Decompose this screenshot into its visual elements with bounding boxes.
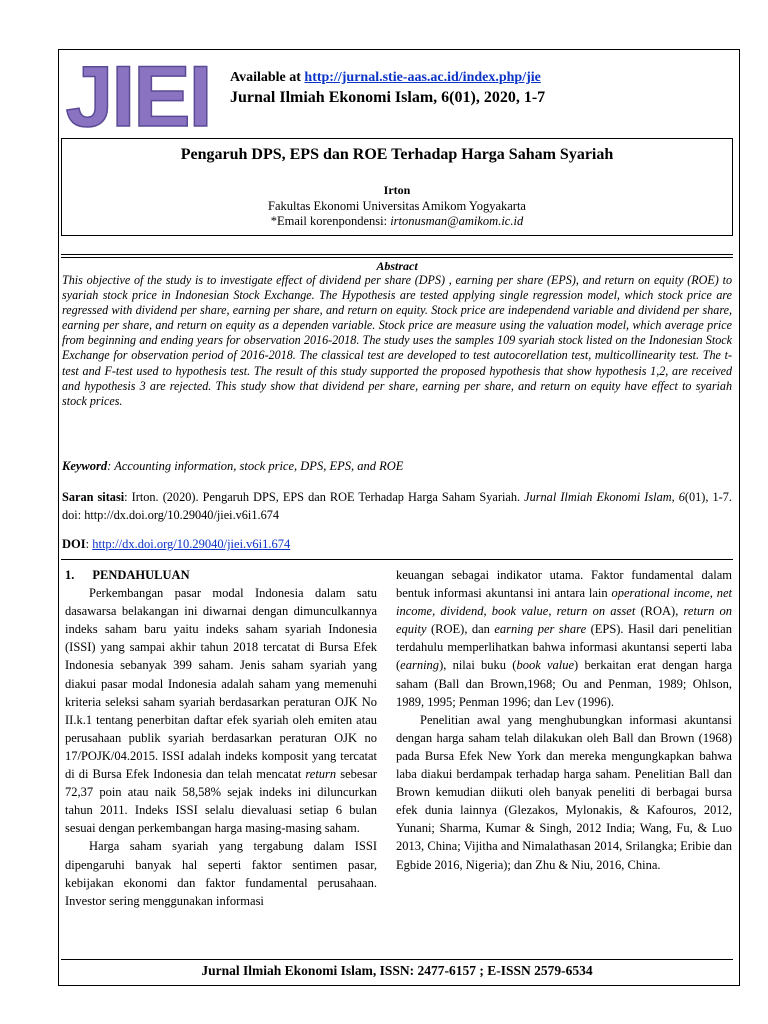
citation-label: Saran sitasi <box>62 490 125 504</box>
header-info <box>230 70 545 107</box>
email-address: irtonusman@amikom.ic.id <box>390 214 524 228</box>
citation-text-2: (01), 1-7. doi: http://dx.doi.org/10.29040/jiei.v6i1.674 <box>62 490 732 522</box>
available-label: Available at <box>230 70 305 85</box>
paper-title: Pengaruh DPS, EPS dan ROE Terhadap Harga Saham Syariah <box>180 146 614 163</box>
abstract-heading: Abstract <box>376 259 418 273</box>
abstract-top-rule-2 <box>61 257 733 258</box>
doi-link[interactable]: http://dx.doi.org/10.29040/jiei.v6i1.674 <box>92 537 291 551</box>
citation-text-1: : Irton. (2020). Pengaruh DPS, EPS dan ROE Terhadap Harga Saham Syariah. <box>124 490 525 504</box>
r1-c: (ROA), <box>635 604 684 619</box>
abstract-top-rule <box>61 254 733 255</box>
footer-rule <box>61 959 733 960</box>
body-top-rule <box>61 559 733 560</box>
keywords <box>62 459 732 474</box>
paragraph-2: Harga saham syariah yang tergabung dalam ISSI dipengaruhi banyak hal seperti faktor sentimen pasar, kebijakan ekonomi dan faktor fundamental perusahaan. Investor sering menggunakan informasi <box>65 839 377 908</box>
r1-i2: return on asset <box>556 604 636 619</box>
email-label: *Email korenpondensi: <box>270 214 391 228</box>
p1-text-b: sebesar 72,37 poin atau naik 58,58% sejak indeks ini diluncurkan tahun 2011. Indeks ISSI selalu dievaluasi setiap 6 bulan sesuai dengan perkembangan harga masing-masing saham. <box>65 767 377 836</box>
r1-i1: operational income, net income, dividend, book value <box>396 586 732 619</box>
r1-i3: return on equity <box>396 604 733 637</box>
r1-i5: earning <box>400 658 440 673</box>
r1-i6: book value <box>516 658 575 673</box>
p1-return-term: return <box>305 767 337 782</box>
journal-logo <box>64 56 212 132</box>
keyword-label: Keyword <box>62 459 108 473</box>
r1-i4: earning per share <box>494 622 587 637</box>
section-heading <box>65 566 377 584</box>
paragraph-3 <box>396 566 732 711</box>
correspondence-email <box>62 214 732 229</box>
citation-suggestion <box>62 488 732 524</box>
paragraph-1 <box>65 584 377 837</box>
r1-f: ), nilai buku ( <box>439 658 517 673</box>
r1-a: keuangan sebagai indikator utama. Faktor fundamental dalam bentuk informasi akuntansi ini antara lain <box>396 568 732 601</box>
doi-line <box>62 537 290 552</box>
keyword-text: : Accounting information, stock price, DPS, EPS, and ROE <box>107 459 404 473</box>
journal-url-link[interactable]: http://jurnal.stie-aas.ac.id/index.php/jie <box>304 70 541 85</box>
r1-g: ) berkaitan erat dengan harga saham (Ball dan Brown,1968; Ou and Penman, 1989; Ohlson, 1989, 1995; Penman 1996; dan Lev (1996). <box>396 658 733 709</box>
abstract-text: This objective of the study is to investigate effect of dividend per share (DPS) , earning per share (EPS), and return on equity (ROE) to syariah stock price in Indonesian Stock Exchange. The Hypothesis are tested applying single regression model, which stock price are regressed with dividend per share, earning per share, and return on equity. Stock price are independend variable and dividend per share, earning per share, and return on equity as a dependen variable. Stock price are measure using the valuation model, which average price from beginning and ending years for observation 2016-2018. The study uses the samples 109 syariah stock listed on the Indonesian Stock Exchange for observation period of 2016-2018. The classical test are developed to test autocorellation test, multicollinearity test. The t-test and F-test used to hypothesis test. The result of this study supported the proposed hypothesis that show hypothesis 1,2, are received and hypothesis 3 are rejected. This study show that dividend per share, earning per share, and return on equity have effect to syariah stock prices. <box>62 273 732 408</box>
page-footer: Jurnal Ilmiah Ekonomi Islam, ISSN: 2477-6157 ; E-ISSN 2579-6534 <box>201 963 593 978</box>
logo-text: JIEI <box>65 56 211 132</box>
paragraph-4: Penelitian awal yang menghubungkan informasi akuntansi dengan harga saham telah dilakukan oleh Ball dan Brown (1968) pada Bursa Efek New York dan mereka mengungkapkan bahwa laba diakui berdampak terhadap harga saham. Penelitian Ball dan Brown kemudian diikuti oleh banyak peneliti di berbagai bursa efek dunia lainnya (Glezakos, Mylonakis, & Kafouros, 2012, Yunani; Sharma, Kumar & Singh, 2012 India; Wang, Fu, & Luo 2013, China; Vijitha and Nimalathasan 2014, Srilangka; Eribie dan Egbide 2016, Nigeria); dan Zhu & Niu, 2016, China. <box>396 712 732 872</box>
p1-text-a: Perkembangan pasar modal Indonesia dalam satu dasawarsa belakangan ini diwarnai dengan dimunculkannya indeks saham baru yaitu indeks saham syariah Indonesia (ISSI) yang sampai akhir tahun 2018 tercatat di Bursa Efek Indonesia sebanyak 399 saham. Jenis saham syariah yang diakui pasar modal Indonesia adalah saham yang memenuhi kriteria seleksi saham syariah berdasarkan peraturan OJK No II.k.1 tentang penerbitan daftar efek syariah oleh emiten atau perusahaan publik syariah berdasarkan peraturan OJK no 17/POJK/04.2015. ISSI adalah indeks komposit yang tercatat di di Bursa Efek Indonesia dan telah mencatat <box>65 586 377 782</box>
r1-b: , <box>548 604 557 619</box>
author-name: Irton <box>383 183 411 197</box>
left-column <box>65 566 377 910</box>
citation-journal: Jurnal Ilmiah Ekonomi Islam, 6 <box>524 490 685 504</box>
author-affiliation: Fakultas Ekonomi Universitas Amikom Yogyakarta <box>268 199 526 213</box>
r1-e: (EPS). Hasil dari penelitian terdahulu memperlihatkan bahwa informasi akuntansi seperti laba ( <box>396 622 732 673</box>
journal-reference: Jurnal Ilmiah Ekonomi Islam, 6(01), 2020, 1-7 <box>230 89 546 106</box>
availability-line <box>230 70 545 86</box>
r1-d: (ROE), dan <box>426 622 495 637</box>
doi-label: DOI <box>62 537 86 551</box>
section-title: PENDAHULUAN <box>92 568 190 582</box>
title-box <box>61 138 733 236</box>
right-column <box>396 566 732 874</box>
section-number: 1. <box>65 568 75 582</box>
doi-sep: : <box>85 537 93 551</box>
